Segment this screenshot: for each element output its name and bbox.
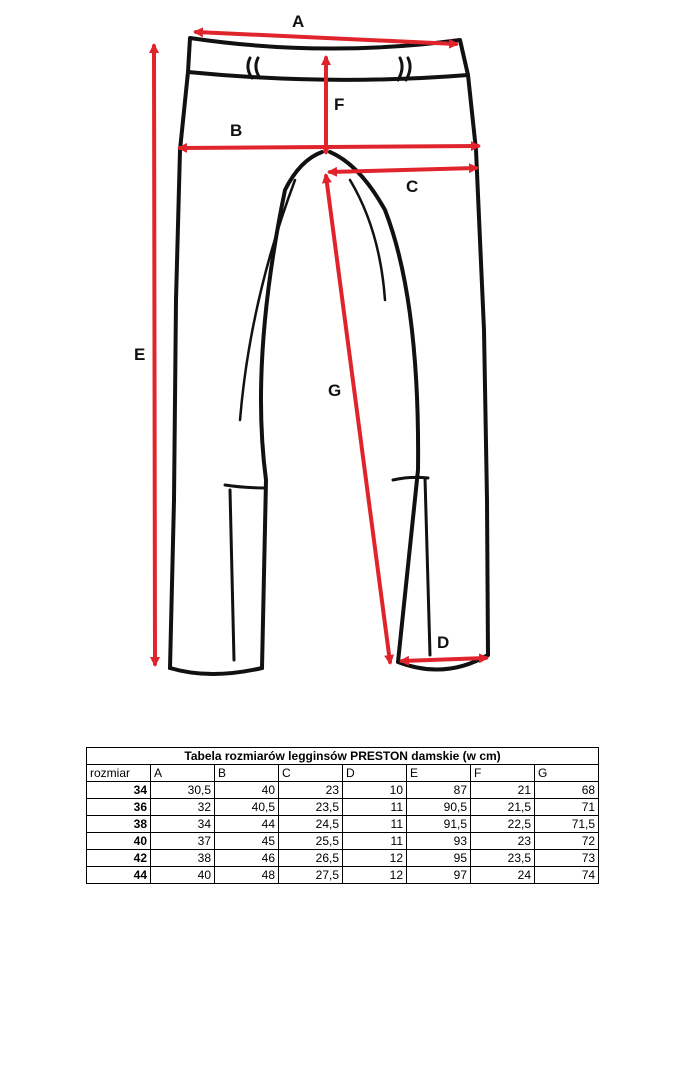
table-row xyxy=(87,782,599,799)
label-c: C xyxy=(406,177,419,196)
right-leg-outer-edge xyxy=(468,75,488,655)
size-cell: 40 xyxy=(87,833,151,850)
label-b: B xyxy=(230,121,243,140)
header-cell: B xyxy=(215,765,279,782)
measure-cell: 73 xyxy=(535,850,599,867)
measure-cell: 37 xyxy=(151,833,215,850)
table-row xyxy=(87,850,599,867)
measure-arrow-g xyxy=(326,176,390,662)
measure-cell: 93 xyxy=(407,833,471,850)
header-cell: D xyxy=(343,765,407,782)
left-leg-outer-edge xyxy=(170,72,188,668)
label-f: F xyxy=(334,95,345,114)
left-leg-inner-edge xyxy=(261,152,322,668)
header-cell: F xyxy=(471,765,535,782)
measure-cell: 71,5 xyxy=(535,816,599,833)
measure-cell: 21,5 xyxy=(471,799,535,816)
measure-cell: 23 xyxy=(279,782,343,799)
measure-cell: 45 xyxy=(215,833,279,850)
measure-arrow-b xyxy=(180,146,478,148)
measure-cell: 11 xyxy=(343,833,407,850)
measure-cell: 12 xyxy=(343,850,407,867)
measure-cell: 10 xyxy=(343,782,407,799)
measure-cell: 40,5 xyxy=(215,799,279,816)
measure-cell: 24,5 xyxy=(279,816,343,833)
size-table-container xyxy=(86,747,598,884)
label-e: E xyxy=(134,345,146,364)
size-cell: 34 xyxy=(87,782,151,799)
measure-cell: 23 xyxy=(471,833,535,850)
measure-cell: 24 xyxy=(471,867,535,884)
measure-cell: 23,5 xyxy=(279,799,343,816)
right-leg-inner-edge xyxy=(330,152,418,662)
measure-cell: 68 xyxy=(535,782,599,799)
measure-cell: 38 xyxy=(151,850,215,867)
measure-cell: 11 xyxy=(343,816,407,833)
measure-cell: 21 xyxy=(471,782,535,799)
table-row xyxy=(87,867,599,884)
leggings-outline xyxy=(170,38,488,674)
label-a: A xyxy=(292,12,305,31)
measure-cell: 30,5 xyxy=(151,782,215,799)
size-cell: 36 xyxy=(87,799,151,816)
table-row xyxy=(87,833,599,850)
measure-cell: 25,5 xyxy=(279,833,343,850)
header-cell: C xyxy=(279,765,343,782)
measure-cell: 22,5 xyxy=(471,816,535,833)
measure-cell: 72 xyxy=(535,833,599,850)
measure-cell: 95 xyxy=(407,850,471,867)
label-d: D xyxy=(437,633,450,652)
header-cell: E xyxy=(407,765,471,782)
header-cell: A xyxy=(151,765,215,782)
measure-cell: 44 xyxy=(215,816,279,833)
measure-cell: 90,5 xyxy=(407,799,471,816)
measure-cell: 71 xyxy=(535,799,599,816)
measure-cell: 23,5 xyxy=(471,850,535,867)
label-g: G xyxy=(328,381,342,400)
measure-cell: 40 xyxy=(215,782,279,799)
measure-cell: 97 xyxy=(407,867,471,884)
table-row xyxy=(87,799,599,816)
measure-cell: 91,5 xyxy=(407,816,471,833)
size-cell: 44 xyxy=(87,867,151,884)
size-cell: 38 xyxy=(87,816,151,833)
measure-arrow-e xyxy=(154,46,155,664)
table-title-row xyxy=(87,748,599,765)
size-table xyxy=(86,747,599,884)
measure-cell: 12 xyxy=(343,867,407,884)
measure-cell: 74 xyxy=(535,867,599,884)
measure-cell: 87 xyxy=(407,782,471,799)
size-cell: 42 xyxy=(87,850,151,867)
measure-cell: 26,5 xyxy=(279,850,343,867)
measure-cell: 27,5 xyxy=(279,867,343,884)
table-row xyxy=(87,816,599,833)
table-header-row xyxy=(87,765,599,782)
measure-cell: 40 xyxy=(151,867,215,884)
measure-cell: 34 xyxy=(151,816,215,833)
measure-cell: 32 xyxy=(151,799,215,816)
measure-cell: 11 xyxy=(343,799,407,816)
left-hem xyxy=(170,668,262,674)
table-title: Tabela rozmiarów legginsów PRESTON damskie (w cm) xyxy=(87,748,599,765)
header-cell: G xyxy=(535,765,599,782)
measure-cell: 48 xyxy=(215,867,279,884)
header-cell: rozmiar xyxy=(87,765,151,782)
measure-cell: 46 xyxy=(215,850,279,867)
